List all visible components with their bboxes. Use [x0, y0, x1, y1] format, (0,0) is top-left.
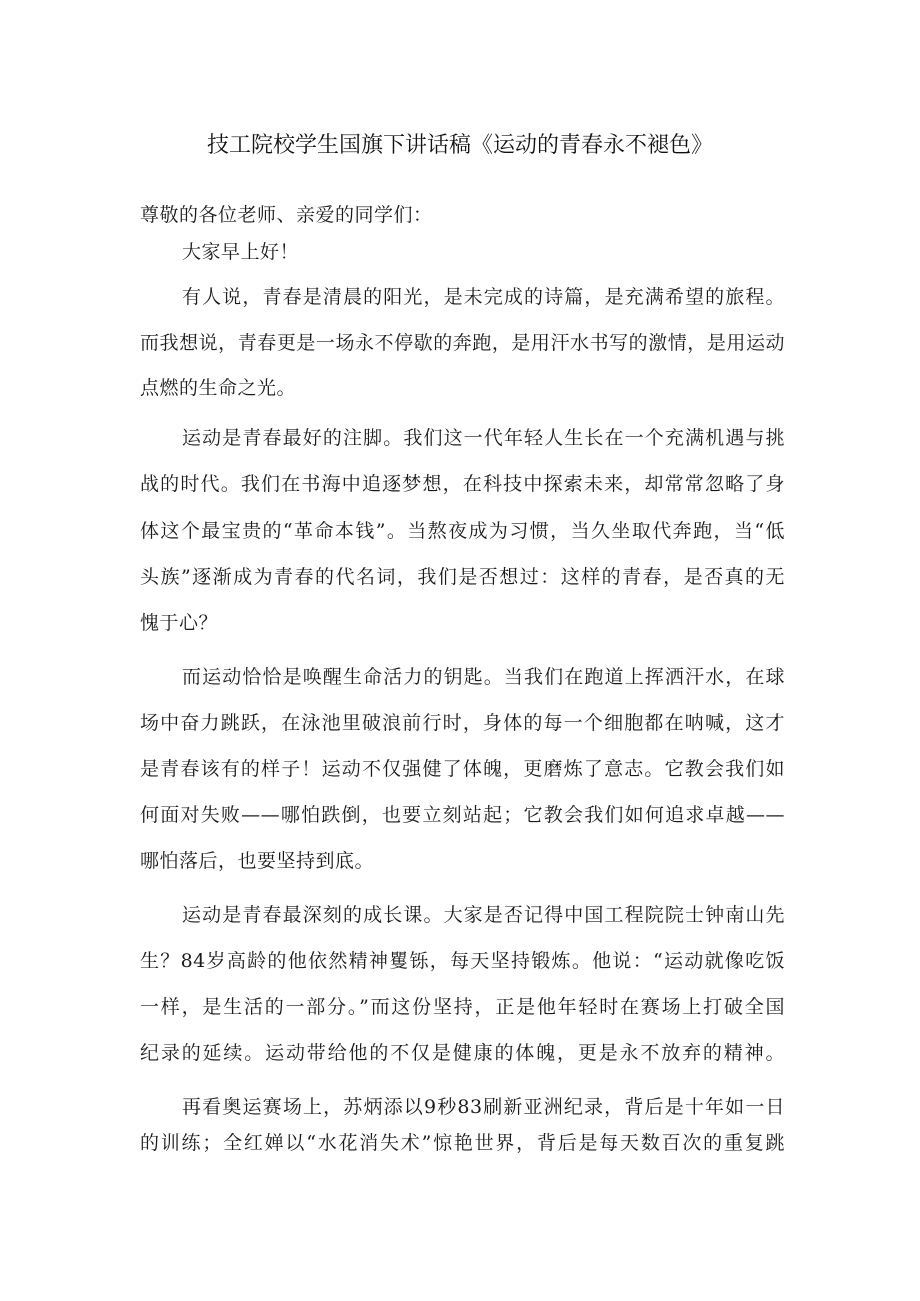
- paragraph-line: 愧于心？: [140, 612, 219, 634]
- paragraph-line: 战的时代。我们在书海中追逐梦想，在科技中探索未来，却常常忽略了身: [140, 473, 785, 495]
- paragraph-line: 而运动恰恰是唤醒生命活力的钥匙。当我们在跑道上挥洒汗水，在球: [182, 666, 785, 688]
- paragraph-line: 哪怕落后，也要坚持到底。: [140, 850, 375, 872]
- paragraph-line: 点燃的生命之光。: [140, 377, 297, 399]
- paragraph-line: 一样，是生活的一部分。”而这份坚持，正是他年轻时在赛场上打破全国: [140, 996, 785, 1018]
- paragraph-line: 再看奥运赛场上，苏炳添以9秒83刷新亚洲纪录，背后是十年如一日: [182, 1096, 785, 1118]
- greeting: 大家早上好！: [182, 241, 300, 263]
- document-title: 技工院校学生国旗下讲话稿《运动的青春永不褪色》: [206, 133, 713, 158]
- paragraph-line: 的训练；全红婵以“水花消失术”惊艳世界，背后是每天数百次的重复跳: [140, 1132, 785, 1154]
- paragraph-line: 体这个最宝贵的“革命本钱”。当熬夜成为习惯，当久坐取代奔跑，当“低: [140, 520, 785, 542]
- paragraph-line: 头族”逐渐成为青春的代名词，我们是否想过：这样的青春，是否真的无: [140, 566, 785, 588]
- paragraph-line: 有人说，青春是清晨的阳光，是未完成的诗篇，是充满希望的旅程。: [182, 286, 785, 308]
- paragraph-line: 运动是青春最深刻的成长课。大家是否记得中国工程院院士钟南山先: [182, 904, 785, 926]
- salutation: 尊敬的各位老师、亲爱的同学们：: [140, 204, 433, 226]
- paragraph-line: 纪录的延续。运动带给他的不仅是健康的体魄，更是永不放弃的精神。: [140, 1042, 785, 1064]
- paragraph-line: 运动是青春最好的注脚。我们这一代年轻人生长在一个充满机遇与挑: [182, 427, 785, 449]
- paragraph-line: 是青春该有的样子！运动不仅强健了体魄，更磨炼了意志。它教会我们如: [140, 758, 785, 780]
- paragraph-line: 生？84岁高龄的他依然精神矍铄，每天坚持锻炼。他说：“运动就像吃饭: [140, 950, 785, 972]
- paragraph-line: 何面对失败——哪怕跌倒，也要立刻站起；它教会我们如何追求卓越——: [140, 804, 785, 826]
- paragraph-line: 场中奋力跳跃，在泳池里破浪前行时，身体的每一个细胞都在呐喊，这才: [140, 712, 785, 734]
- paragraph-line: 而我想说，青春更是一场永不停歇的奔跑，是用汗水书写的激情，是用运动: [140, 332, 785, 354]
